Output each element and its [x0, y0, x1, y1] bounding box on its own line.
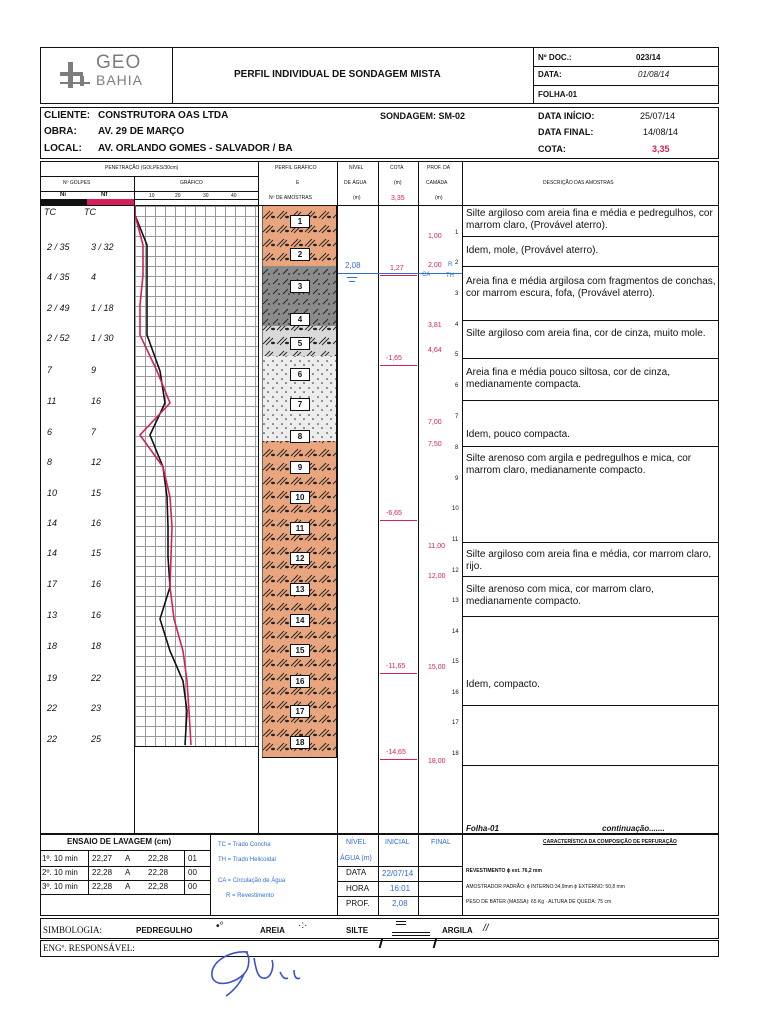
- description-item: Silte argiloso com areia fina, cor de cinza, muito mole.: [466, 328, 706, 339]
- depth-mark: 12: [452, 568, 459, 574]
- description-divider: [462, 266, 719, 267]
- spt-nf-value: 15: [91, 488, 102, 498]
- scale-30: 30: [203, 193, 209, 199]
- gravel-symbol-icon: •°: [216, 921, 224, 932]
- symbol-silt-label: SILTE: [346, 926, 369, 935]
- sample-box: 17: [290, 705, 310, 718]
- spt-ni-value: TC: [44, 207, 56, 217]
- profile-header-3: Nº DE AMOSTRAS: [269, 195, 312, 201]
- description-item: Idem, mole, (Provável aterro).: [466, 245, 599, 256]
- washing-from: 22,28: [92, 868, 113, 877]
- spt-nf-value: 16: [91, 579, 102, 589]
- document-title: PERFIL INDIVIDUAL DE SONDAGEM MISTA: [234, 69, 441, 80]
- sample-box: 2: [290, 248, 310, 261]
- cota-value: 3,35: [652, 144, 670, 154]
- doc-date-label: DATA:: [538, 70, 562, 79]
- depth-header-3: (m): [435, 195, 443, 201]
- symbology-label: SIMBOLOGIA:: [43, 925, 103, 935]
- sample-box: 3: [290, 280, 310, 293]
- water-date-label: DATA: [346, 868, 367, 877]
- legend-tc: TC = Trado Concha: [218, 842, 271, 848]
- washing-from: 22,28: [92, 882, 113, 891]
- spt-ni-value: 17: [47, 579, 58, 589]
- spt-ni-value: 10: [47, 488, 58, 498]
- spt-curve-nf: [135, 205, 191, 745]
- drilling-sampler: AMOSTRADOR PADRÃO: ϕ INTERNO:34,9mm ϕ EXTERNO: 50,8 mm: [466, 884, 625, 890]
- penetration-header: PENETRAÇÃO (GOLPES/30cm): [105, 165, 179, 171]
- water-hour-value: 16:01: [390, 884, 411, 893]
- water-date-value: 22/07/14: [382, 869, 414, 878]
- description-item: Silte argiloso com areia fina e média, cor marrom claro, rijo.: [466, 549, 712, 572]
- cota-label: COTA:: [538, 144, 566, 154]
- spt-ni-value: 2 / 52: [47, 333, 70, 343]
- depth-mark: 17: [452, 720, 459, 726]
- description-item: Silte argiloso com areia fina e média e pedregulhos, cor marrom claro, (Provável aterro).: [466, 208, 713, 231]
- description-divider: [462, 400, 719, 401]
- depth-value: 12,00: [428, 573, 446, 580]
- depth-header-1: PROF. DA: [427, 165, 451, 171]
- spt-ni-value: 14: [47, 518, 58, 528]
- description-divider: [462, 705, 719, 706]
- description-divider: [462, 236, 719, 237]
- spt-ni-value: 19: [47, 673, 58, 683]
- spt-nf-value: TC: [84, 207, 96, 217]
- spt-ni-value: 6: [47, 427, 53, 437]
- borehole-label: SONDAGEM: SM-02: [380, 111, 466, 121]
- spt-nf-value: 23: [91, 703, 102, 713]
- washing-min: 3º. 10 min: [42, 882, 78, 891]
- sample-box: 4: [290, 313, 310, 326]
- drilling-title: CARACTERÍSTICA DA COMPOSIÇÃO DE PERFURAÇÃO: [543, 839, 677, 845]
- washing-min: 2º. 10 min: [42, 868, 78, 877]
- description-item: Areia fina e média pouco siltosa, cor de cinza, medianamente compacta.: [466, 367, 670, 390]
- work-label: OBRA:: [44, 126, 77, 137]
- cota-value: -14,65: [386, 749, 406, 756]
- work-value: AV. 29 DE MARÇO: [98, 126, 185, 137]
- description-item: Silte arenoso com mica, cor marrom claro, medianamente compacto.: [466, 584, 654, 607]
- sample-box: 12: [290, 552, 310, 565]
- cota-line: [380, 759, 417, 760]
- depth-mark: 1: [455, 230, 459, 236]
- sample-box: 8: [290, 430, 310, 443]
- sample-box: 5: [290, 337, 310, 350]
- scale-40: 40: [231, 193, 237, 199]
- doc-number-value: 023/14: [636, 53, 661, 62]
- spt-ni-value: 11: [47, 396, 57, 406]
- water-final-label: FINAL: [431, 839, 451, 846]
- drilling-hammer: PESO DE BATER (MASSA): 65 Kg · ALTURA DE QUEDA: 75 cm: [466, 899, 612, 905]
- nf-header: Nf: [101, 192, 108, 198]
- location-value: AV. ORLANDO GOMES - SALVADOR / BA: [98, 143, 293, 154]
- cota-line: [380, 365, 417, 366]
- depth-mark: 4: [455, 322, 459, 328]
- description-header: DESCRIÇÃO DAS AMOSTRAS: [543, 180, 614, 186]
- method-mark-th: TH: [446, 273, 454, 279]
- symbol-clay-label: ARGILA: [442, 926, 473, 935]
- description-divider: [462, 446, 719, 447]
- cota-line: [380, 275, 417, 276]
- sample-box: 16: [290, 675, 310, 688]
- cota-line: [380, 520, 417, 521]
- spt-nf-value: 1 / 18: [91, 303, 114, 313]
- water-level-value: 2,08: [345, 261, 361, 270]
- sheet-label: FOLHA-01: [538, 90, 578, 99]
- depth-mark: 2: [455, 260, 459, 266]
- signature: [200, 944, 320, 1004]
- doc-number-label: Nº DOC.:: [538, 53, 572, 62]
- sample-box: 18: [290, 736, 310, 749]
- water-hour-label: HORA: [346, 884, 370, 893]
- depth-mark: 5: [455, 352, 459, 358]
- continuation-label: continuação.......: [602, 824, 665, 833]
- cota-header-3: 3,35: [391, 195, 405, 202]
- clay-symbol-icon: //: [483, 923, 489, 934]
- depth-mark: 7: [455, 414, 459, 420]
- start-date-label: DATA INÍCIO:: [538, 111, 595, 121]
- depth-mark: 18: [452, 751, 459, 757]
- cota-value: -6,65: [386, 510, 402, 517]
- washing-to: 22,28: [148, 882, 169, 891]
- sample-box: 13: [290, 583, 310, 596]
- description-item: Idem, compacto.: [466, 679, 540, 690]
- sample-box: 1: [290, 215, 310, 228]
- description-item: Areia fina e média argilosa com fragmentos de conchas, cor marrom escura, fofa, (Provável aterro).: [466, 276, 716, 299]
- responsible-label: ENGº. RESPONSÁVEL:: [43, 943, 135, 953]
- depth-mark: 3: [455, 291, 459, 297]
- responsible-row: [40, 940, 719, 957]
- description-item: Idem, pouco compacta.: [466, 429, 570, 440]
- spt-ni-value: 18: [47, 641, 58, 651]
- method-mark-r: R: [448, 262, 453, 268]
- location-label: LOCAL:: [44, 143, 82, 154]
- bottom-block: [40, 834, 719, 916]
- sheet-footer-label: Folha-01: [466, 824, 499, 833]
- depth-value: 1,00: [428, 233, 442, 240]
- description-divider: [462, 320, 719, 321]
- scale-10: 10: [149, 193, 155, 199]
- cota-value: -11,65: [386, 663, 406, 670]
- spt-nf-value: 12: [91, 457, 102, 467]
- spt-ni-value: 8: [47, 457, 53, 467]
- spt-ni-value: 2 / 49: [47, 303, 70, 313]
- depth-mark: 11: [452, 537, 459, 543]
- sample-box: 14: [290, 614, 310, 627]
- end-date-value: 14/08/14: [643, 127, 679, 137]
- water-depth-label: PROF.: [346, 899, 370, 908]
- description-divider: [462, 358, 719, 359]
- water-depth-value: 2,08: [392, 899, 408, 908]
- water-header-2: DE ÁGUA: [344, 180, 367, 186]
- water-initial-label: INICIAL: [385, 839, 410, 846]
- washing-n: 00: [188, 868, 197, 877]
- spt-nf-value: 18: [91, 641, 102, 651]
- sample-box: 11: [290, 522, 310, 535]
- spt-ni-value: 13: [47, 610, 58, 620]
- spt-nf-value: 25: [91, 734, 102, 744]
- sample-box: 15: [290, 644, 310, 657]
- water-nivel-label: NÍVEL: [346, 839, 367, 846]
- spt-ni-value: 22: [47, 703, 58, 713]
- spt-curves: [135, 205, 258, 750]
- profile-header-2: E: [296, 180, 300, 186]
- spt-nf-value: 1 / 30: [91, 333, 114, 343]
- legend-r: R = Revestimento: [226, 893, 274, 899]
- depth-value: 3,81: [428, 322, 442, 329]
- spt-nf-value: 7: [91, 427, 97, 437]
- company-logo: [58, 52, 163, 92]
- ni-header: Ni: [60, 192, 66, 198]
- depth-mark: 9: [455, 476, 459, 482]
- cota-value: -1,65: [386, 355, 402, 362]
- description-divider: [462, 616, 719, 617]
- washing-min: 1º. 10 min: [42, 854, 78, 863]
- cota-header-2: (m): [394, 180, 402, 186]
- spt-nf-value: 9: [91, 365, 97, 375]
- depth-value: 15,00: [428, 664, 446, 671]
- cota-value: 1,27: [390, 265, 404, 272]
- symbol-sand-label: AREIA: [260, 926, 285, 935]
- spt-ni-value: 4 / 35: [47, 272, 70, 282]
- washing-a: A: [125, 868, 131, 877]
- drilling-casing: REVESTIMENTO ϕ ext. 76,2 mm: [466, 868, 542, 874]
- depth-value: 7,50: [428, 441, 442, 448]
- description-divider: [462, 576, 719, 577]
- depth-mark: 8: [455, 445, 459, 451]
- graph-header: GRÁFICO: [180, 180, 203, 186]
- depth-mark: 6: [455, 383, 459, 389]
- spt-ni-value: 22: [47, 734, 58, 744]
- method-mark-ca: CA: [422, 272, 431, 278]
- spt-nf-value: 16: [91, 518, 102, 528]
- spt-nf-value: 16: [91, 610, 102, 620]
- spt-ni-value: 7: [47, 365, 53, 375]
- depth-value: 18,00: [428, 758, 446, 765]
- water-header-3: (m): [353, 195, 361, 201]
- spt-curve-ni: [135, 205, 187, 745]
- logo-text-bahia: BAHIA: [96, 72, 144, 88]
- water-agua-label: ÁGUA (m): [340, 855, 372, 862]
- logo-text-geo: GEO: [96, 52, 142, 73]
- washing-n: 01: [188, 854, 197, 863]
- description-divider: [462, 765, 719, 766]
- spt-nf-value: 15: [91, 548, 102, 558]
- water-header-1: NÍVEL: [349, 165, 364, 171]
- depth-value: 7,00: [428, 419, 442, 426]
- sample-box: 9: [290, 461, 310, 474]
- blows-header: Nº GOLPES: [63, 180, 91, 186]
- sand-symbol-icon: ·:·: [298, 920, 308, 931]
- water-table-line: [338, 273, 462, 274]
- washing-from: 22,27: [92, 854, 113, 863]
- washing-a: A: [125, 854, 131, 863]
- start-date-value: 25/07/14: [640, 111, 676, 121]
- sample-box: 6: [290, 368, 310, 381]
- washing-to: 22,28: [148, 854, 169, 863]
- description-divider: [462, 542, 719, 543]
- description-item: Silte arenoso com argila e pedregulhos e mica, cor marrom claro, medianamente compacto.: [466, 453, 692, 476]
- sample-box: 10: [290, 491, 310, 504]
- spt-ni-value: 14: [47, 548, 58, 558]
- washing-n: 00: [188, 882, 197, 891]
- washing-a: A: [125, 882, 131, 891]
- client-label: CLIENTE:: [44, 110, 91, 121]
- spt-nf-value: 22: [91, 673, 102, 683]
- depth-header-2: CAMADA: [426, 180, 448, 186]
- spt-nf-value: 4: [91, 272, 97, 282]
- end-date-label: DATA FINAL:: [538, 127, 594, 137]
- depth-mark: 13: [452, 598, 459, 604]
- spt-nf-value: 3 / 32: [91, 242, 114, 252]
- legend-th: TH = Trado Helicoidal: [218, 857, 276, 863]
- depth-mark: 16: [452, 690, 459, 696]
- cota-line: [380, 673, 417, 674]
- client-value: CONSTRUTORA OAS LTDA: [98, 110, 229, 121]
- symbol-gravel-label: PEDREGULHO: [136, 926, 193, 935]
- depth-value: 4,64: [428, 347, 442, 354]
- depth-mark: 15: [452, 659, 459, 665]
- water-level-icon: [345, 273, 359, 285]
- depth-value: 2,00: [428, 262, 442, 269]
- cota-header-1: COTA: [390, 165, 404, 171]
- scale-20: 20: [175, 193, 181, 199]
- sample-box: 7: [290, 398, 310, 411]
- legend-ca: CA = Circulação de Água: [218, 878, 286, 884]
- depth-mark: 14: [452, 629, 459, 635]
- ni-nf-bar: [41, 199, 134, 205]
- washing-title: ENSAIO DE LAVAGEM (cm): [67, 837, 172, 846]
- spt-nf-value: 16: [91, 396, 102, 406]
- depth-value: 11,00: [428, 543, 445, 550]
- spt-ni-value: 2 / 35: [47, 242, 70, 252]
- washing-to: 22,28: [148, 868, 169, 877]
- profile-header-1: PERFIL GRÁFICO: [275, 165, 317, 171]
- depth-mark: 10: [452, 506, 459, 512]
- doc-date-value: 01/08/14: [638, 70, 670, 79]
